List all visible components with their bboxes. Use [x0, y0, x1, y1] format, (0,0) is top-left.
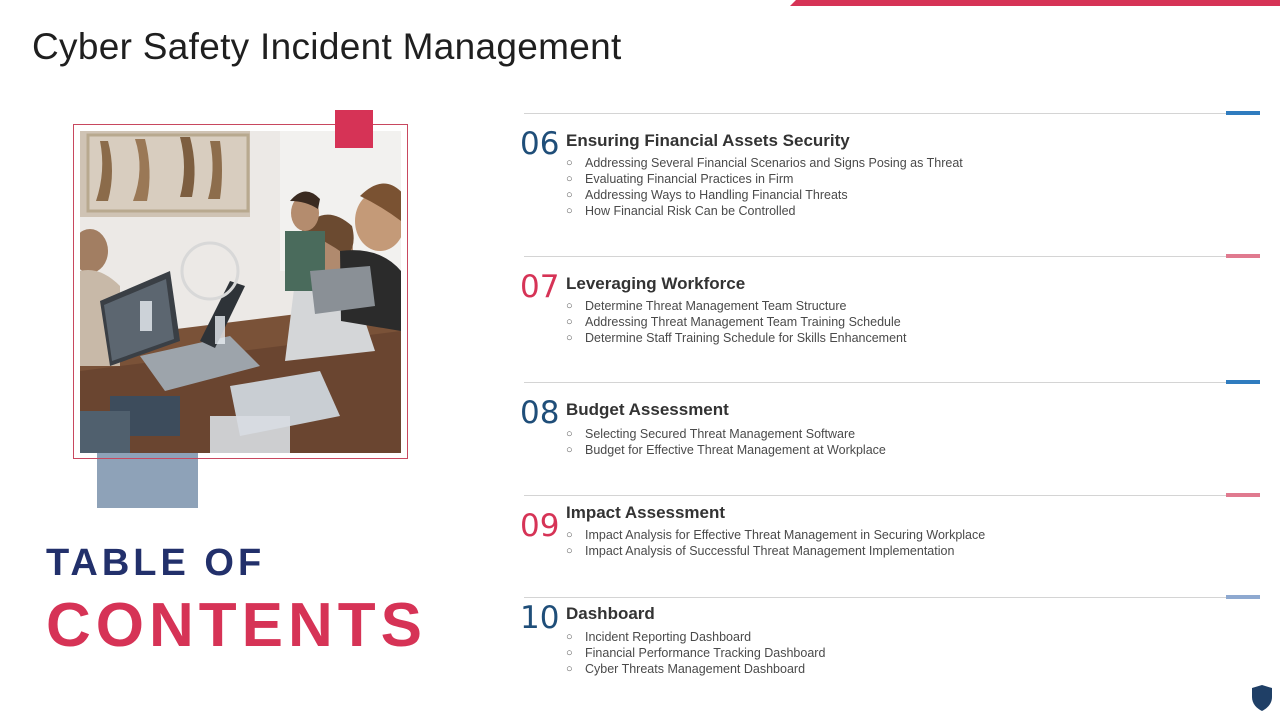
list-item: ○ Budget for Effective Threat Management at Workplace	[566, 443, 886, 457]
section-divider	[524, 597, 1260, 598]
list-item: ○ Addressing Several Financial Scenarios and Signs Posing as Threat	[566, 156, 963, 170]
list-item: ○ Determine Threat Management Team Structure	[566, 299, 847, 313]
section-title: Dashboard	[566, 604, 655, 623]
bullet-icon: ○	[566, 444, 573, 456]
bullet-icon: ○	[566, 428, 573, 440]
toc-heading	[46, 541, 427, 661]
list-item: ○ Incident Reporting Dashboard	[566, 630, 752, 644]
section-number: 08	[520, 395, 560, 431]
list-item: ○ Addressing Threat Management Team Training Schedule	[566, 315, 901, 329]
toc-heading-line1: TABLE OF	[46, 542, 266, 584]
section-number: 10	[520, 600, 560, 636]
red-accent-square	[335, 110, 373, 148]
shield-icon	[1250, 684, 1274, 712]
section-item-list	[566, 527, 985, 559]
list-item: ○ How Financial Risk Can be Controlled	[566, 204, 796, 218]
bullet-icon: ○	[566, 663, 573, 675]
bullet-icon: ○	[566, 189, 573, 201]
page-title: Cyber Safety Incident Management	[32, 26, 622, 67]
section-number: 07	[520, 269, 560, 305]
section-marker	[1226, 595, 1260, 599]
bullet-icon: ○	[566, 300, 573, 312]
section-title: Leveraging Workforce	[566, 274, 746, 293]
bullet-icon: ○	[566, 173, 573, 185]
bullet-icon: ○	[566, 545, 573, 557]
section-number: 06	[520, 126, 560, 162]
section-number: 09	[520, 508, 560, 544]
section-title: Ensuring Financial Assets Security	[566, 131, 850, 150]
bullet-icon: ○	[566, 647, 573, 659]
list-item: ○ Addressing Ways to Handling Financial Threats	[566, 188, 848, 202]
bullet-icon: ○	[566, 332, 573, 344]
bullet-icon: ○	[566, 205, 573, 217]
section-item-list	[566, 629, 825, 677]
section-divider	[524, 256, 1260, 257]
list-item: ○ Impact Analysis of Successful Threat Management Implementation	[566, 544, 955, 558]
section-divider	[524, 382, 1260, 383]
list-item: ○ Cyber Threats Management Dashboard	[566, 662, 806, 676]
toc-heading-line2: CONTENTS	[46, 591, 427, 660]
team-meeting-photo	[80, 131, 401, 453]
section-item-list	[566, 426, 886, 458]
bullet-icon: ○	[566, 631, 573, 643]
section-marker	[1226, 493, 1260, 497]
list-item: ○ Financial Performance Tracking Dashboard	[566, 646, 826, 660]
section-divider	[524, 113, 1260, 114]
section-marker	[1226, 254, 1260, 258]
section-item-list	[566, 155, 963, 219]
section-marker	[1226, 380, 1260, 384]
section-title: Budget Assessment	[566, 400, 729, 419]
list-item: ○ Evaluating Financial Practices in Firm	[566, 172, 794, 186]
bullet-icon: ○	[566, 157, 573, 169]
list-item: ○ Selecting Secured Threat Management Software	[566, 427, 856, 441]
section-marker	[1226, 111, 1260, 115]
list-item: ○ Determine Staff Training Schedule for Skills Enhancement	[566, 331, 907, 345]
top-accent-bar	[790, 0, 1280, 6]
bullet-icon: ○	[566, 316, 573, 328]
section-item-list	[566, 298, 906, 346]
list-item: ○ Impact Analysis for Effective Threat Management in Securing Workplace	[566, 528, 986, 542]
section-title: Impact Assessment	[566, 503, 726, 522]
section-divider	[524, 495, 1260, 496]
bullet-icon: ○	[566, 529, 573, 541]
